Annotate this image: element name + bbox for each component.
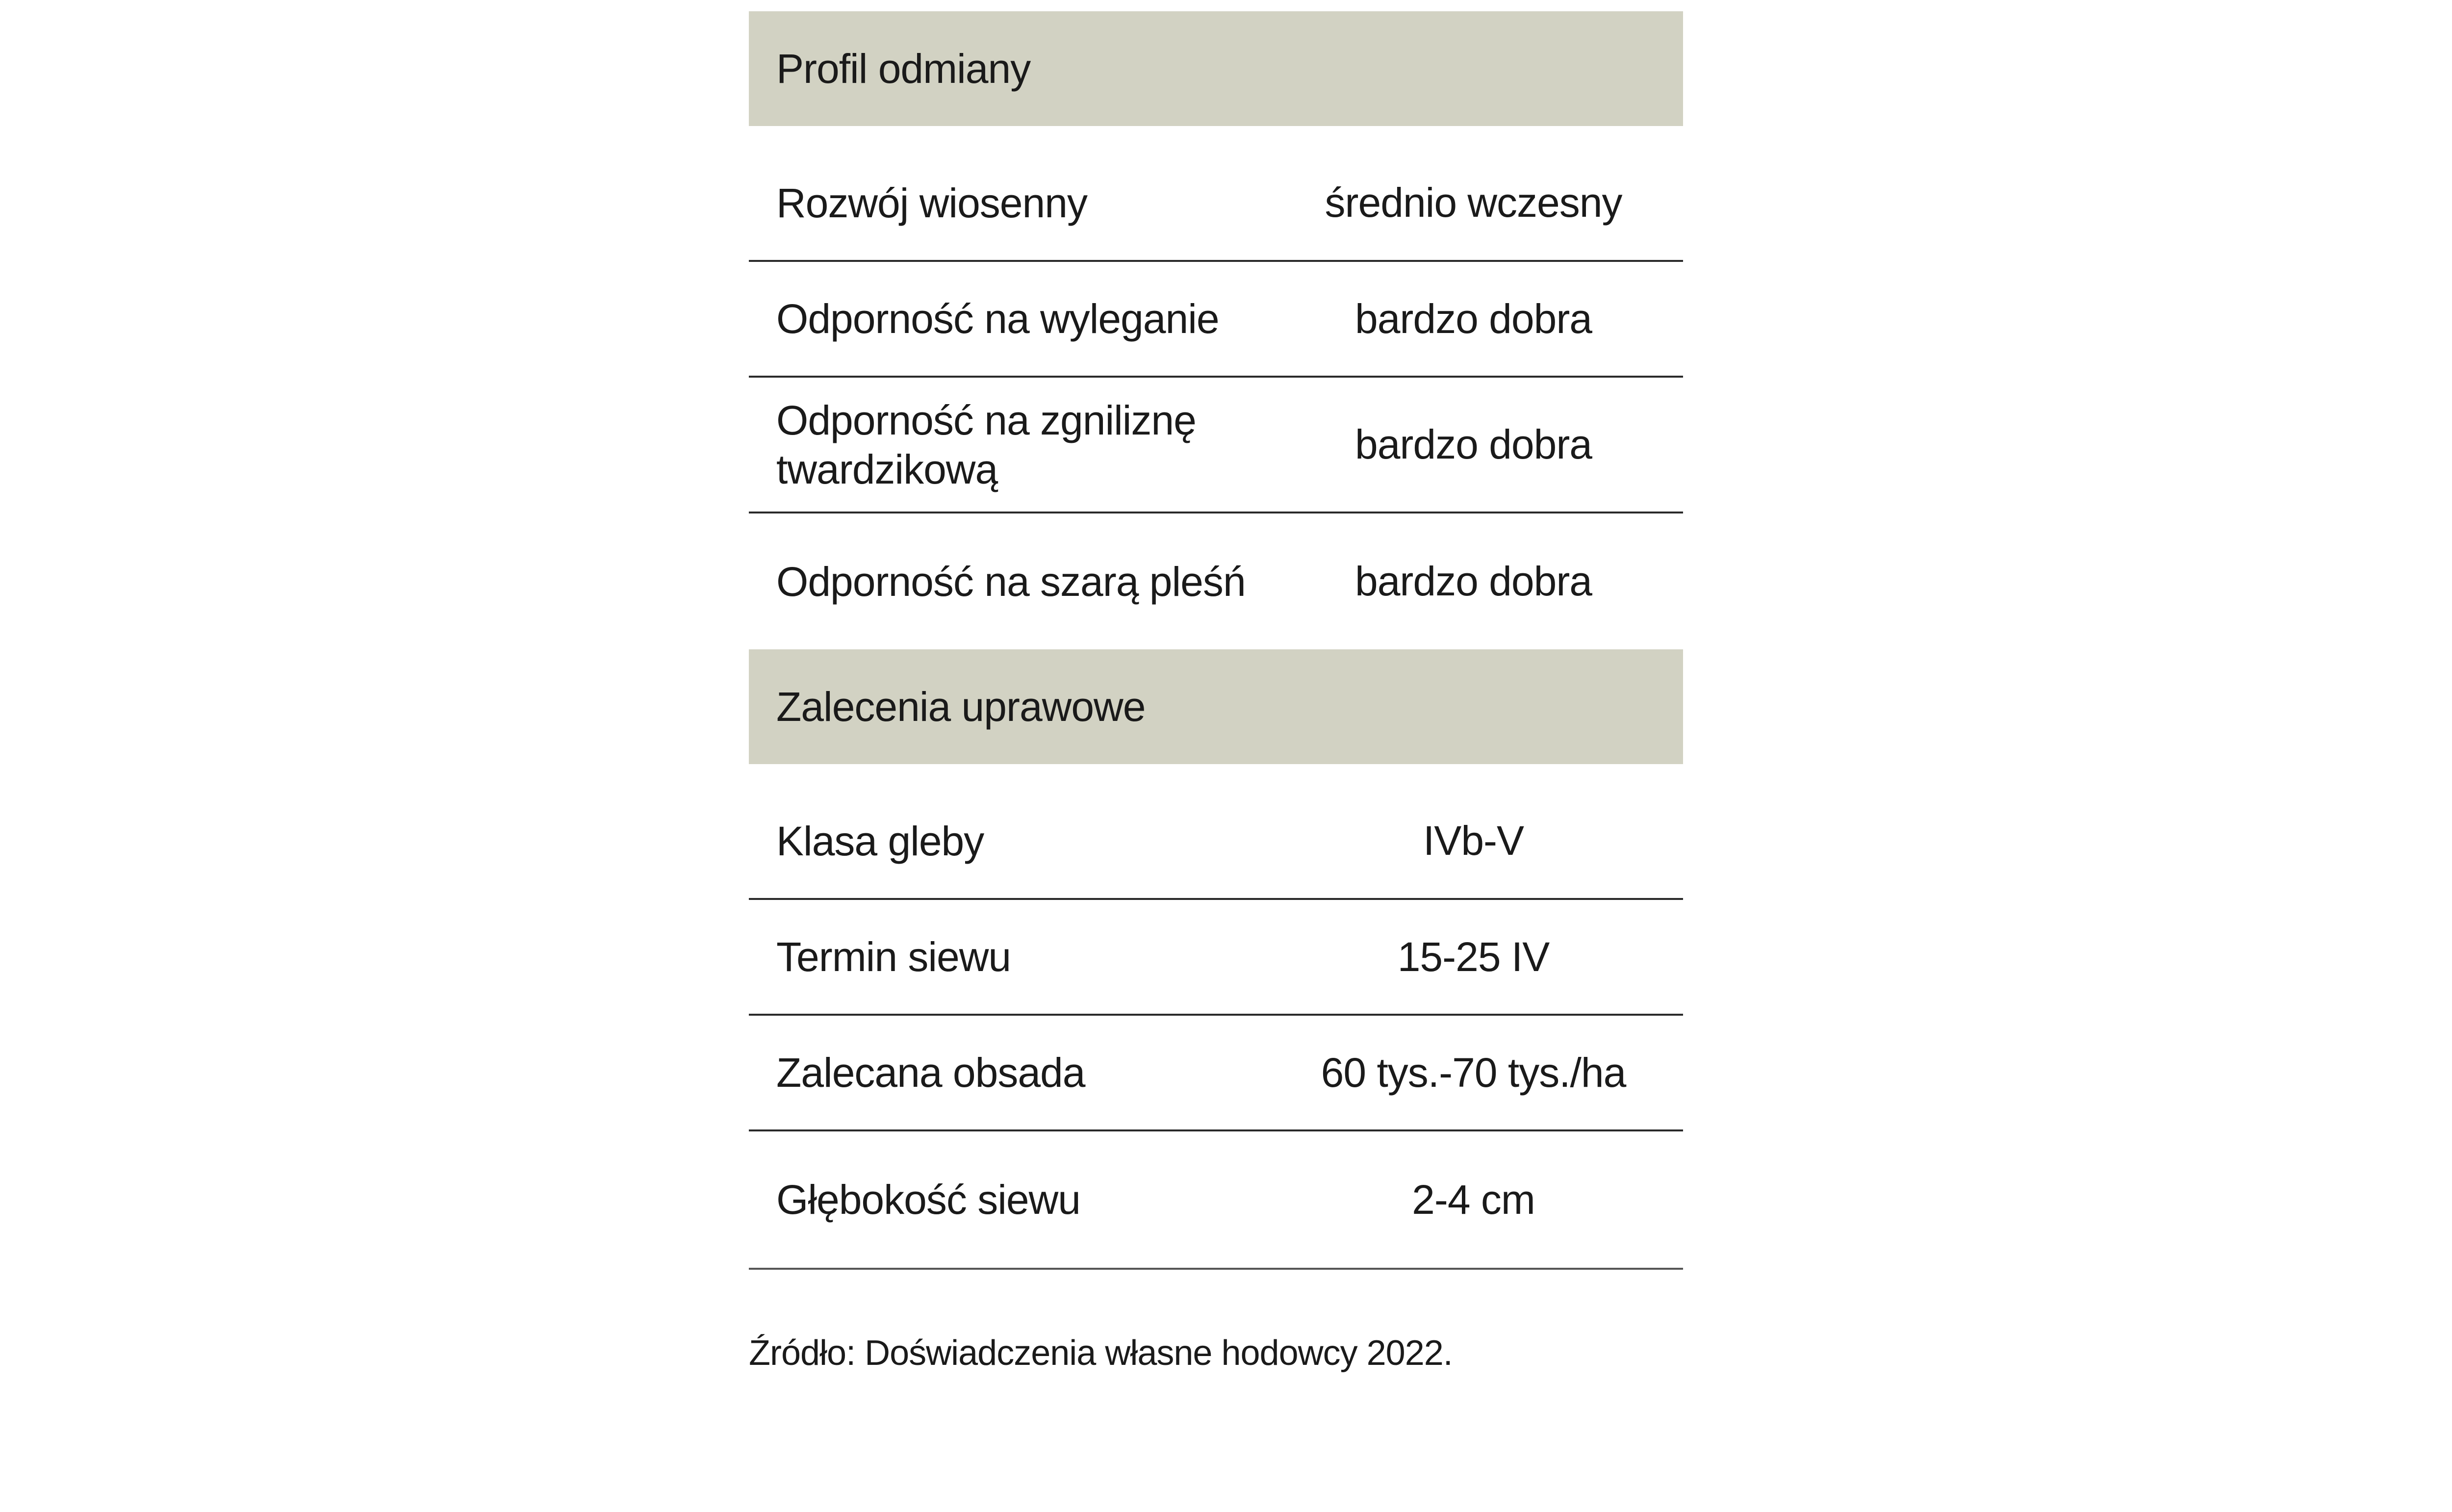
row-value: 60 tys.-70 tys./ha [1321, 1049, 1626, 1096]
section-header-recommendations [749, 649, 1683, 764]
profile-rows [749, 126, 1683, 649]
row-label: Zalecana obsada [776, 1050, 1085, 1096]
source-note: Źródło: Doświadczenia własne hodowcy 2022. [749, 1333, 1453, 1373]
table-row [749, 900, 1683, 1016]
table-row [749, 513, 1683, 649]
table-bottom-rule [749, 1268, 1683, 1270]
table-row [749, 126, 1683, 262]
row-label: Rozwój wiosenny [776, 179, 1087, 226]
row-value: bardzo dobra [1354, 295, 1592, 342]
section-header-profile [749, 11, 1683, 126]
row-label: Odporność na wyleganie [776, 296, 1219, 342]
row-label: Klasa gleby [776, 818, 984, 864]
section-title: Zalecenia uprawowe [776, 683, 1146, 730]
variety-table [749, 11, 1683, 1270]
row-value: bardzo dobra [1354, 558, 1592, 604]
section-title: Profil odmiany [776, 45, 1031, 92]
row-label: Głębokość siewu [776, 1177, 1080, 1223]
recommendation-rows [749, 764, 1683, 1268]
row-value: bardzo dobra [1354, 421, 1592, 467]
row-value: 15-25 IV [1397, 933, 1550, 980]
row-value: 2-4 cm [1412, 1176, 1535, 1223]
row-label: Odporność na szarą pleśń [776, 558, 1246, 605]
table-row [749, 1016, 1683, 1131]
row-label: Odporność na zgniliznę twardzikową [776, 397, 1196, 492]
table-row [749, 262, 1683, 378]
row-value: średnio wczesny [1325, 179, 1622, 226]
row-value: IVb-V [1423, 818, 1524, 864]
row-label: Termin siewu [776, 934, 1011, 980]
table-row [749, 378, 1683, 513]
table-row [749, 1131, 1683, 1268]
table-row [749, 764, 1683, 900]
